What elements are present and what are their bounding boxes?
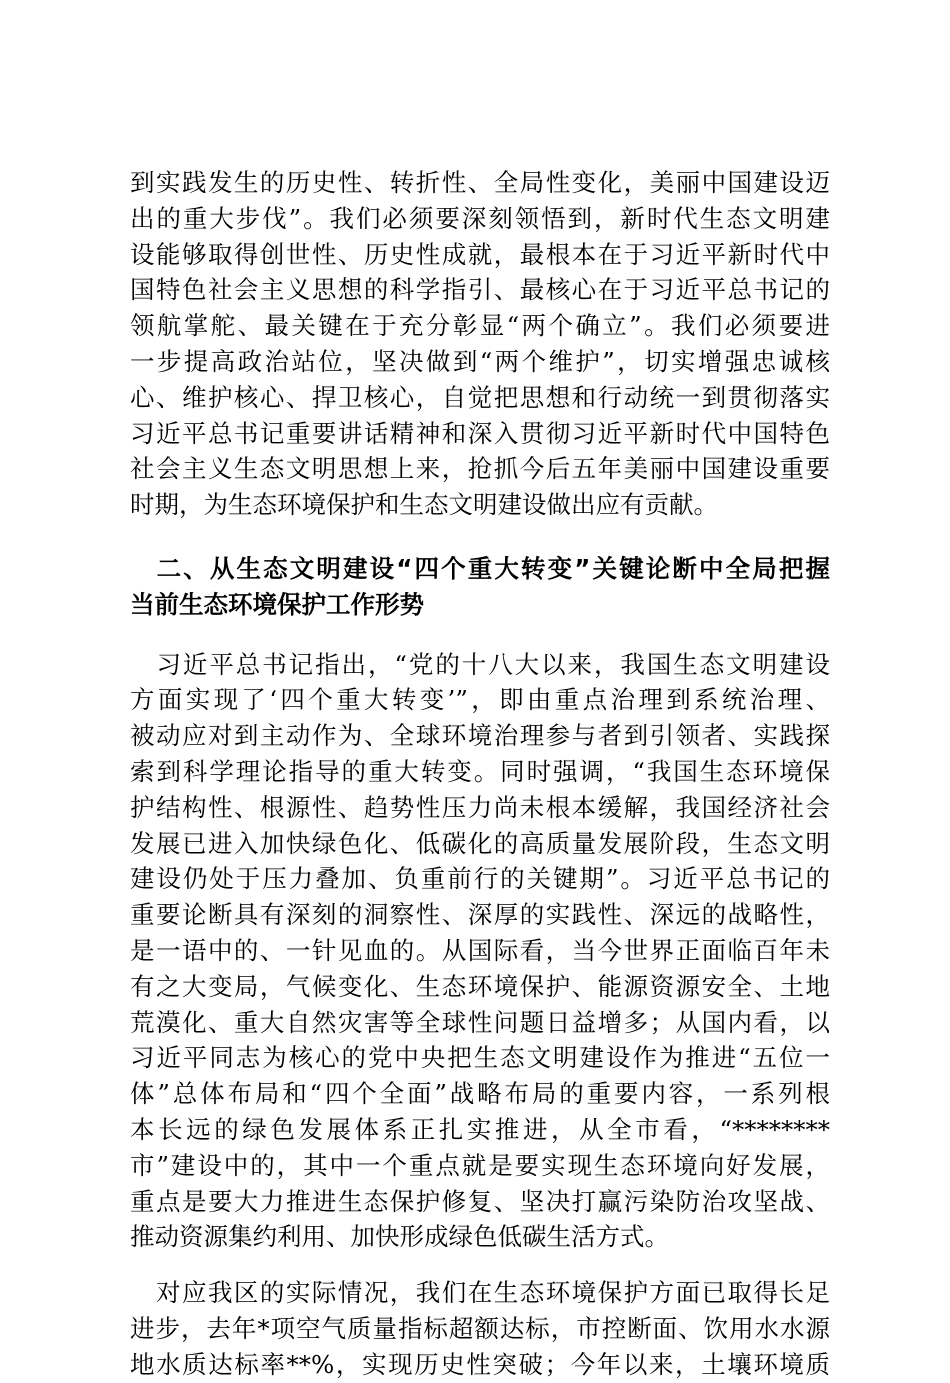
text-line: 荒漠化、重大自然灾害等全球性问题日益增多；从国内看，以 (130, 1007, 830, 1037)
text-line: 被动应对到主动作为、全球环境治理参与者到引领者、实践探 (130, 721, 830, 751)
text-line: 本长远的绿色发展体系正扎实推进，从全市看，“******** (130, 1114, 830, 1144)
text-line: 地水质达标率**%，实现历史性突破；今年以来，土壤环境质 (130, 1349, 830, 1379)
text-line: 护结构性、根源性、趋势性压力尚未根本缓解，我国经济社会 (130, 792, 830, 822)
text-line: 设能够取得创世性、历史性成就，最根本在于习近平新时代中 (130, 239, 830, 269)
text-line: 对应我区的实际情况，我们在生态环境保护方面已取得长足 (130, 1278, 830, 1308)
text-line: 体”总体布局和“四个全面”战略布局的重要内容，一系列根 (130, 1079, 830, 1109)
section-heading-2 (130, 551, 830, 623)
paragraph-3 (130, 1275, 830, 1382)
text-line: 领航掌舵、最关键在于充分彰显“两个确立”。我们必须要进 (130, 311, 830, 341)
text-line: 有之大变局，气候变化、生态环境保护、能源资源安全、土地 (130, 971, 830, 1001)
text-line: 习近平总书记指出，“党的十八大以来，我国生态文明建设 (130, 649, 830, 679)
heading-line: 当前生态环境保护工作形势 (130, 589, 424, 619)
text-line: 国特色社会主义思想的科学指引、最核心在于习近平总书记的 (130, 275, 830, 305)
text-line: 到实践发生的历史性、转折性、全局性变化，美丽中国建设迈 (130, 168, 830, 197)
paragraph-1 (130, 165, 830, 523)
text-line: 索到科学理论指导的重大转变。同时强调，“我国生态环境保 (130, 756, 830, 786)
text-line: 心、维护核心、捍卫核心，自觉把思想和行动统一到贯彻落实 (130, 382, 830, 412)
text-line: 重点是要大力推进生态保护修复、坚决打赢污染防治攻坚战、 (130, 1186, 830, 1216)
text-line: 时期，为生态环境保护和生态文明建设做出应有贡献。 (130, 490, 718, 520)
text-line: 建设仍处于压力叠加、负重前行的关键期”。习近平总书记的 (130, 864, 830, 894)
text-line: 一步提高政治站位，坚决做到“两个维护”，切实增强忠诚核 (130, 346, 830, 376)
heading-line: 二、从生态文明建设“四个重大转变”关键论断中全局把握 (130, 553, 830, 583)
text-line: 方面实现了‘四个重大转变’”，即由重点治理到系统治理、 (130, 685, 830, 715)
text-line: 进步，去年*项空气质量指标超额达标，市控断面、饮用水水源 (130, 1313, 830, 1343)
text-line: 发展已进入加快绿色化、低碳化的高质量发展阶段，生态文明 (130, 828, 830, 858)
text-line: 社会主义生态文明思想上来，抢抓今后五年美丽中国建设重要 (130, 454, 830, 484)
text-line: 是一语中的、一针见血的。从国际看，当今世界正面临百年未 (130, 935, 830, 965)
text-line: 习近平同志为核心的党中央把生态文明建设作为推进“五位一 (130, 1043, 830, 1073)
paragraph-2 (130, 647, 830, 1256)
text-line: 习近平总书记重要讲话精神和深入贯彻习近平新时代中国特色 (130, 418, 830, 448)
text-line: 市”建设中的，其中一个重点就是要实现生态环境向好发展， (130, 1150, 830, 1180)
text-line: 重要论断具有深刻的洞察性、深厚的实践性、深远的战略性， (130, 900, 830, 930)
text-line: 推动资源集约利用、加快形成绿色低碳生活方式。 (130, 1222, 669, 1252)
document-body (130, 165, 830, 1383)
text-line: 出的重大步伐”。我们必须要深刻领悟到，新时代生态文明建 (130, 203, 830, 233)
